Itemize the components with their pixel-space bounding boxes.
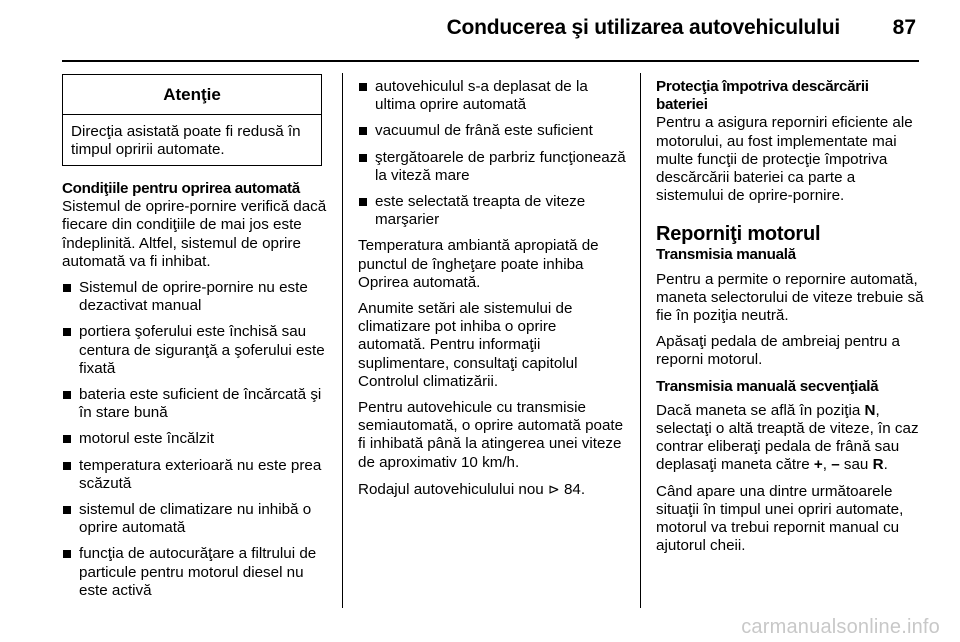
climate-settings-note: Anumite setări ale sistemului de climatizare pot inhiba o oprire automată. Pentru informaţii suplimentare, consultaţi capitolul Controlul climatizării. [358,300,578,390]
list-item: vacuumul de frână este suficient [358,122,628,140]
auto-stop-conditions-list [62,279,327,600]
gear-minus-label: – [831,456,840,474]
semiautomatic-note: Pentru autovehicule cu transmisie semiautomată, o oprire automată poate fi inhibată până la atingerea unei viteze de aproximativ 10 km/h. [358,399,624,471]
bullet-square-icon [63,328,71,336]
manual-transmission-heading: Transmisia manuală [656,246,796,264]
list-item: autovehiculul s-a deplasat de la ultima oprire automată [358,78,628,114]
column-2 [358,78,628,507]
bullet-square-icon [359,83,367,91]
gear-plus-label: + [813,456,823,474]
gear-r-label: R [872,456,884,474]
list-item: temperatura exterioară nu este prea scăzută [62,457,327,493]
auto-stop-conditions-heading: Condiţiile pentru oprirea automată [62,180,300,197]
page-number: 87 [892,16,916,39]
column-divider-1 [342,73,343,608]
warning-title: Atenţie [63,75,321,115]
manual-transmission-text-2: Apăsaţi pedala de ambreiaj pentru a reporni motorul. [656,333,901,369]
ambient-temperature-note: Temperatura ambiantă apropiată de punctul de îngheţare poate inhiba Oprirea automată. [358,237,599,291]
battery-protection-text: Pentru a asigura reporniri eficiente ale motorului, au fost implementate mai multe funcţii de protecţie împotriva descărcării bateriei ca parte a sistemului de oprire-pornire. [656,114,913,205]
list-item: bateria este suficient de încărcată şi în stare bună [62,386,327,422]
bullet-square-icon [63,550,71,558]
header-divider [62,60,919,62]
column-divider-2 [640,73,641,608]
bullet-square-icon [63,506,71,514]
bullet-square-icon [359,198,367,206]
bullet-square-icon [63,284,71,292]
sequential-transmission-text-2: Când apare una dintre următoarele situaţii în timpul unei opriri automate, motorul va trebui repornit manual cu ajutorul cheii. [656,482,904,555]
manual-transmission-text-1: Pentru a permite o repornire automată, maneta selectorului de viteze trebuie să fie în poziţia neutră. [656,270,924,325]
battery-protection-heading: Protecţia împotriva descărcării bateriei [656,78,869,114]
gear-n-label: N [864,401,876,419]
list-item: motorul este încălzit [62,430,327,448]
auto-stop-intro: Sistemul de oprire-pornire verifică dacă fiecare din condiţiile de mai jos este îndeplinită. Altfel, sistemul de oprire automată va fi inhibat. [62,198,327,270]
bullet-square-icon [359,154,367,162]
column-3 [656,78,924,563]
bullet-square-icon [63,435,71,443]
sequential-transmission-text-1: Dacă maneta se află în poziţia N, selectaţi o altă treaptă de viteze, în caz contrar eliberaţi pedala de frână sau deplasaţi maneta către +, – sau R. [656,401,919,474]
warning-text: Direcţia asistată poate fi redusă în timpul opririi automate. [71,123,301,159]
sequential-transmission-heading: Transmisia manuală secvenţială [656,377,879,395]
bullet-square-icon [359,127,367,135]
list-item: Sistemul de oprire-pornire nu este dezactivat manual [62,279,327,315]
warning-box [62,74,322,166]
bullet-square-icon [63,391,71,399]
break-in-reference: Rodajul autovehiculului nou ⊳ 84. [358,480,586,498]
page-reference-arrow-icon: ⊳ [548,480,560,497]
restart-engine-heading: Reporniţi motorul [656,223,821,246]
page-reference-link[interactable]: 84. [563,480,586,498]
list-item: sistemul de climatizare nu inhibă o oprire automată [62,501,327,537]
auto-stop-conditions-list-continued [358,78,628,229]
list-item: este selectată treapta de viteze marşarier [358,193,628,229]
column-1 [62,180,327,608]
watermark: carmanualsonline.info [741,616,940,638]
list-item: ştergătoarele de parbriz funcţionează la viteză mare [358,149,628,185]
list-item: portiera şoferului este închisă sau centura de siguranţă a şoferului este fixată [62,323,327,378]
bullet-square-icon [63,462,71,470]
section-title: Conducerea şi utilizarea autovehiculului [446,16,840,39]
list-item: funcţia de autocurăţare a filtrului de particule pentru motorul diesel nu este activă [62,545,327,600]
